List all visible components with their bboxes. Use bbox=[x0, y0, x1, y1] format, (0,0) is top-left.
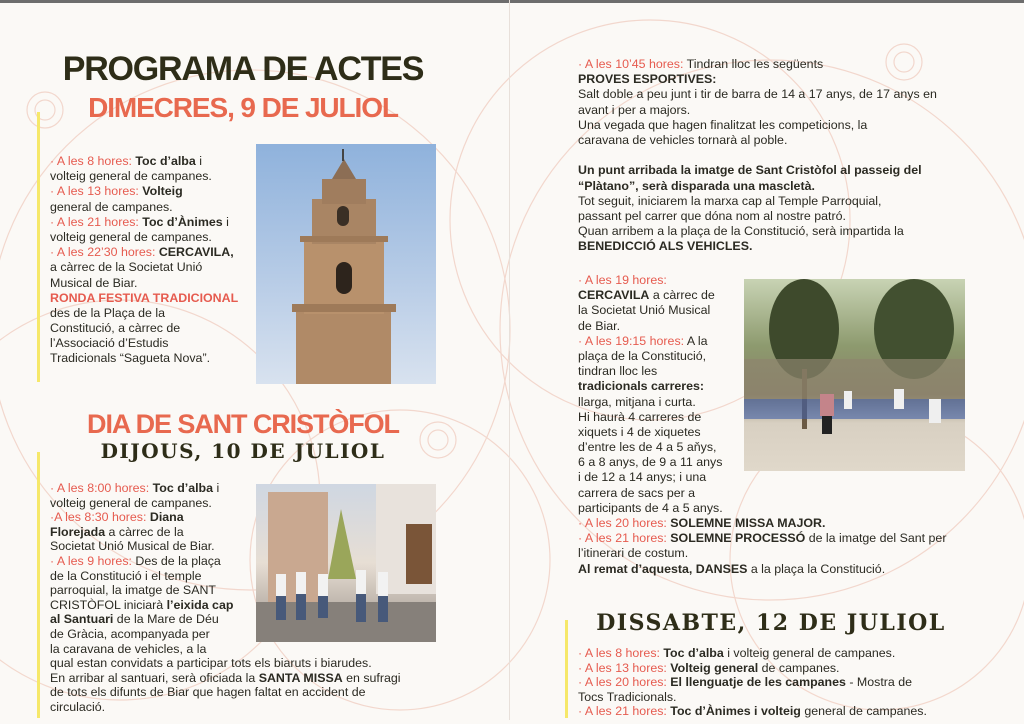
schedule-line bbox=[578, 148, 937, 163]
schedule-line bbox=[578, 675, 927, 690]
schedule-line bbox=[578, 704, 927, 719]
time-label: · A les 21 hores: bbox=[50, 214, 143, 229]
text-run: d’entre les de 4 a 5 aňys, bbox=[578, 440, 717, 455]
highlight-text: “Plàtano”, serà disparada una mascletà. bbox=[578, 178, 815, 193]
text-run: plaça de la Constitució, bbox=[578, 348, 707, 363]
highlight-text: Toc d’alba bbox=[135, 154, 196, 168]
schedule-line bbox=[50, 656, 401, 671]
text-run: de Gràcia, acompanyada per bbox=[50, 626, 210, 641]
time-label: · A les 21 hores: bbox=[578, 531, 671, 546]
text-run: a càrrec de bbox=[649, 288, 715, 303]
schedule-line bbox=[50, 685, 401, 700]
text-run: general de campanes. bbox=[800, 704, 927, 719]
text-run: participants de 4 a 5 anys. bbox=[578, 500, 723, 515]
highlight-text: al Santuari bbox=[50, 612, 114, 627]
schedule-line bbox=[50, 215, 238, 230]
time-label: · A les 22’30 hores: bbox=[50, 245, 159, 260]
highlight-text: CERCAVILA, bbox=[158, 245, 234, 260]
schedule-line bbox=[578, 179, 937, 194]
races-park-photo bbox=[744, 279, 965, 471]
text-run: l’Associació d’Estudis bbox=[50, 336, 169, 351]
page-title: PROGRAMA DE ACTES bbox=[62, 50, 424, 88]
highlight-text: SANTA MISSA bbox=[258, 670, 343, 685]
text-run: i volteig general de campanes. bbox=[723, 646, 896, 660]
text-run: volteig general de campanes. bbox=[50, 169, 212, 184]
day1-heading: DIMECRES, 9 DE JULIOL bbox=[88, 92, 398, 123]
text-run: i de 12 a 14 anys; i una bbox=[578, 470, 707, 485]
time-label: · A les 21 hores: bbox=[578, 704, 671, 719]
time-label: · A les 20 hores: bbox=[578, 516, 671, 530]
text-run: Hi haurà 4 carreres de bbox=[578, 409, 702, 424]
time-label: · A les 10’45 hores: bbox=[578, 57, 687, 71]
highlight-text: Florejada bbox=[50, 524, 106, 539]
schedule-line bbox=[578, 239, 937, 254]
text-run: a càrrec de la bbox=[105, 524, 184, 539]
time-label: · A les 19:15 hores: bbox=[578, 333, 687, 348]
day3-schedule bbox=[578, 646, 927, 719]
text-run: CRISTÒFOL iniciarà bbox=[50, 597, 167, 612]
schedule-line bbox=[578, 133, 937, 148]
highlight-text: PROVES ESPORTIVES: bbox=[578, 72, 717, 87]
highlight-text: tradicionals carreres: bbox=[578, 379, 705, 394]
time-label: · A les 13 hores: bbox=[50, 184, 143, 199]
time-label: · A les 20 hores: bbox=[578, 675, 671, 690]
text-run: carrera de sacs per a bbox=[578, 485, 696, 500]
time-label: ·A les 8:30 hores: bbox=[50, 510, 150, 525]
day3-heading: DISSABTE, 12 DE JULIOL bbox=[596, 610, 946, 636]
text-run: de campanes. bbox=[758, 660, 840, 675]
schedule-line bbox=[50, 671, 401, 686]
scan-edge bbox=[0, 0, 1024, 3]
schedule-line bbox=[50, 154, 238, 169]
highlight-text: Al remat d’aquesta, DANSES bbox=[578, 561, 748, 576]
text-run: Tradicionals “Sagueta Nova”. bbox=[50, 351, 211, 366]
schedule-line bbox=[578, 516, 946, 531]
schedule-line bbox=[50, 351, 238, 366]
text-run: Tindran lloc les següents bbox=[686, 57, 824, 71]
text-run: Una vegada que hagen finalitzat les competicions, la bbox=[578, 117, 868, 132]
time-label: · A les 8:00 hores: bbox=[50, 481, 153, 495]
text-run: de tots els difunts de Biar que hagen faltat en accident de bbox=[50, 685, 366, 700]
text-run: 6 a 8 anys, de 9 a 11 anys bbox=[578, 455, 723, 470]
highlight-text: Toc d’alba bbox=[663, 646, 724, 660]
schedule-line bbox=[50, 306, 238, 321]
text-run: En arribar al santuari, serà oficiada la bbox=[50, 670, 259, 685]
schedule-line bbox=[578, 501, 946, 516]
schedule-line bbox=[50, 642, 401, 657]
schedule-line bbox=[578, 57, 937, 72]
day1-schedule bbox=[50, 154, 238, 367]
text-run: Salt doble a peu junt i tir de barra de 14 a 17 anys, de 17 anys en bbox=[578, 87, 937, 102]
schedule-line bbox=[50, 169, 238, 184]
text-run: Constitució, a càrrec de bbox=[50, 321, 181, 336]
schedule-line bbox=[578, 646, 927, 661]
day2-heading: DIA DE SANT CRISTÒFOL bbox=[87, 409, 399, 439]
schedule-line bbox=[578, 562, 946, 577]
text-run: la caravana de vehicles, a la bbox=[50, 641, 207, 656]
text-run: la Societat Unió Musical bbox=[578, 303, 711, 318]
text-run: de la imatge del Sant per bbox=[805, 531, 947, 546]
highlight-text: Toc d’Ànimes bbox=[142, 214, 223, 229]
accent-bar bbox=[37, 452, 40, 718]
text-run: i bbox=[195, 154, 202, 168]
text-run: Musical de Biar. bbox=[50, 275, 138, 290]
schedule-line bbox=[578, 661, 927, 676]
text-run: Tocs Tradicionals. bbox=[578, 689, 677, 704]
text-run: tindran lloc les bbox=[578, 364, 658, 379]
schedule-line bbox=[50, 184, 238, 199]
text-run: l’itinerari de costum. bbox=[578, 546, 689, 561]
highlight-text: El llenguatje de les campanes bbox=[670, 675, 846, 690]
highlight-text: SOLEMNE PROCESSÓ bbox=[670, 531, 806, 546]
text-run: caravana de vehicles tornarà al poble. bbox=[578, 132, 788, 147]
schedule-line bbox=[578, 690, 927, 705]
highlight-text: l’eixida cap bbox=[166, 597, 234, 612]
text-run: i bbox=[213, 481, 220, 495]
schedule-line bbox=[578, 486, 946, 501]
accent-bar bbox=[37, 112, 40, 382]
time-label: · A les 13 hores: bbox=[578, 660, 671, 675]
schedule-line bbox=[578, 163, 937, 178]
schedule-line bbox=[578, 470, 946, 485]
text-run: de la Constitució i el temple bbox=[50, 568, 202, 583]
text-run: passant pel carrer que dóna nom al nostre patró. bbox=[578, 208, 846, 223]
schedule-line bbox=[578, 87, 937, 102]
day2-schedule-continued bbox=[578, 57, 937, 254]
schedule-line bbox=[578, 209, 937, 224]
text-run: i bbox=[222, 214, 229, 229]
procession-street-photo bbox=[256, 484, 436, 642]
schedule-line bbox=[578, 103, 937, 118]
highlight-text: Volteig general bbox=[670, 660, 759, 675]
highlight-text: RONDA FESTIVA TRADICIONAL bbox=[50, 290, 239, 305]
text-run: A la bbox=[686, 333, 708, 348]
highlight-text: Volteig bbox=[142, 184, 183, 199]
schedule-line bbox=[578, 72, 937, 87]
schedule-line bbox=[50, 200, 238, 215]
text-run: qual estan convidats a participar tots els biaruts i biarudes. bbox=[50, 656, 372, 671]
text-run: des de la Plaça de la bbox=[50, 305, 166, 320]
schedule-line bbox=[50, 260, 238, 275]
text-run: xiquets i 4 de xiquetes bbox=[578, 424, 701, 439]
highlight-text: CERCAVILA bbox=[578, 288, 650, 303]
schedule-line bbox=[50, 276, 238, 291]
schedule-line bbox=[50, 700, 401, 715]
schedule-line bbox=[50, 230, 238, 245]
schedule-line bbox=[50, 245, 238, 260]
text-run: - Mostra de bbox=[845, 675, 913, 690]
text-run: volteig general de campanes. bbox=[50, 229, 212, 244]
text-run: a càrrec de la Societat Unió bbox=[50, 260, 203, 275]
highlight-text: Toc d’alba bbox=[152, 481, 213, 495]
text-run: a la plaça la Constitució. bbox=[747, 561, 886, 576]
highlight-text: Un punt arribada la imatge de Sant Cristòfol al passeig del bbox=[578, 163, 922, 178]
text-run: parroquial, la imatge de SANT bbox=[50, 583, 216, 598]
schedule-line bbox=[50, 291, 238, 306]
text-run: de la Mare de Déu bbox=[113, 612, 219, 627]
text-run: Quan arribem a la plaça de la Constitució, serà impartida la bbox=[578, 224, 904, 239]
bell-tower-photo bbox=[256, 144, 436, 384]
text-run: de Biar. bbox=[578, 318, 621, 333]
schedule-line bbox=[578, 194, 937, 209]
time-label: · A les 8 hores: bbox=[578, 646, 664, 660]
schedule-line bbox=[578, 546, 946, 561]
time-label: · A les 8 hores: bbox=[50, 154, 136, 168]
text-run: avant i per a majors. bbox=[578, 102, 691, 117]
text-run: en sufragi bbox=[342, 670, 401, 685]
text-run: Societat Unió Musical de Biar. bbox=[50, 539, 215, 554]
schedule-line bbox=[578, 531, 946, 546]
schedule-line bbox=[50, 321, 238, 336]
highlight-text: SOLEMNE MISSA MAJOR. bbox=[670, 516, 826, 530]
schedule-line bbox=[50, 336, 238, 351]
time-label: · A les 9 hores: bbox=[50, 553, 136, 568]
time-label: · A les 19 hores: bbox=[578, 273, 667, 287]
highlight-text: Diana bbox=[149, 510, 184, 525]
schedule-line bbox=[578, 224, 937, 239]
schedule-line bbox=[578, 118, 937, 133]
page-fold bbox=[509, 0, 510, 720]
text-run: circulació. bbox=[50, 699, 106, 714]
highlight-text: BENEDICCIÓ ALS VEHICLES. bbox=[578, 239, 753, 254]
text-run: general de campanes. bbox=[50, 199, 173, 214]
highlight-text: Toc d’Ànimes i volteig bbox=[670, 704, 801, 719]
text-run: llarga, mitjana i curta. bbox=[578, 394, 696, 409]
day2-subheading: DIJOUS, 10 DE JULIOL bbox=[100, 439, 386, 463]
text-run: volteig general de campanes. bbox=[50, 495, 212, 510]
text-run: Des de la plaça bbox=[135, 553, 221, 568]
text-run: Tot seguit, iniciarem la marxa cap al Temple Parroquial, bbox=[578, 193, 882, 208]
